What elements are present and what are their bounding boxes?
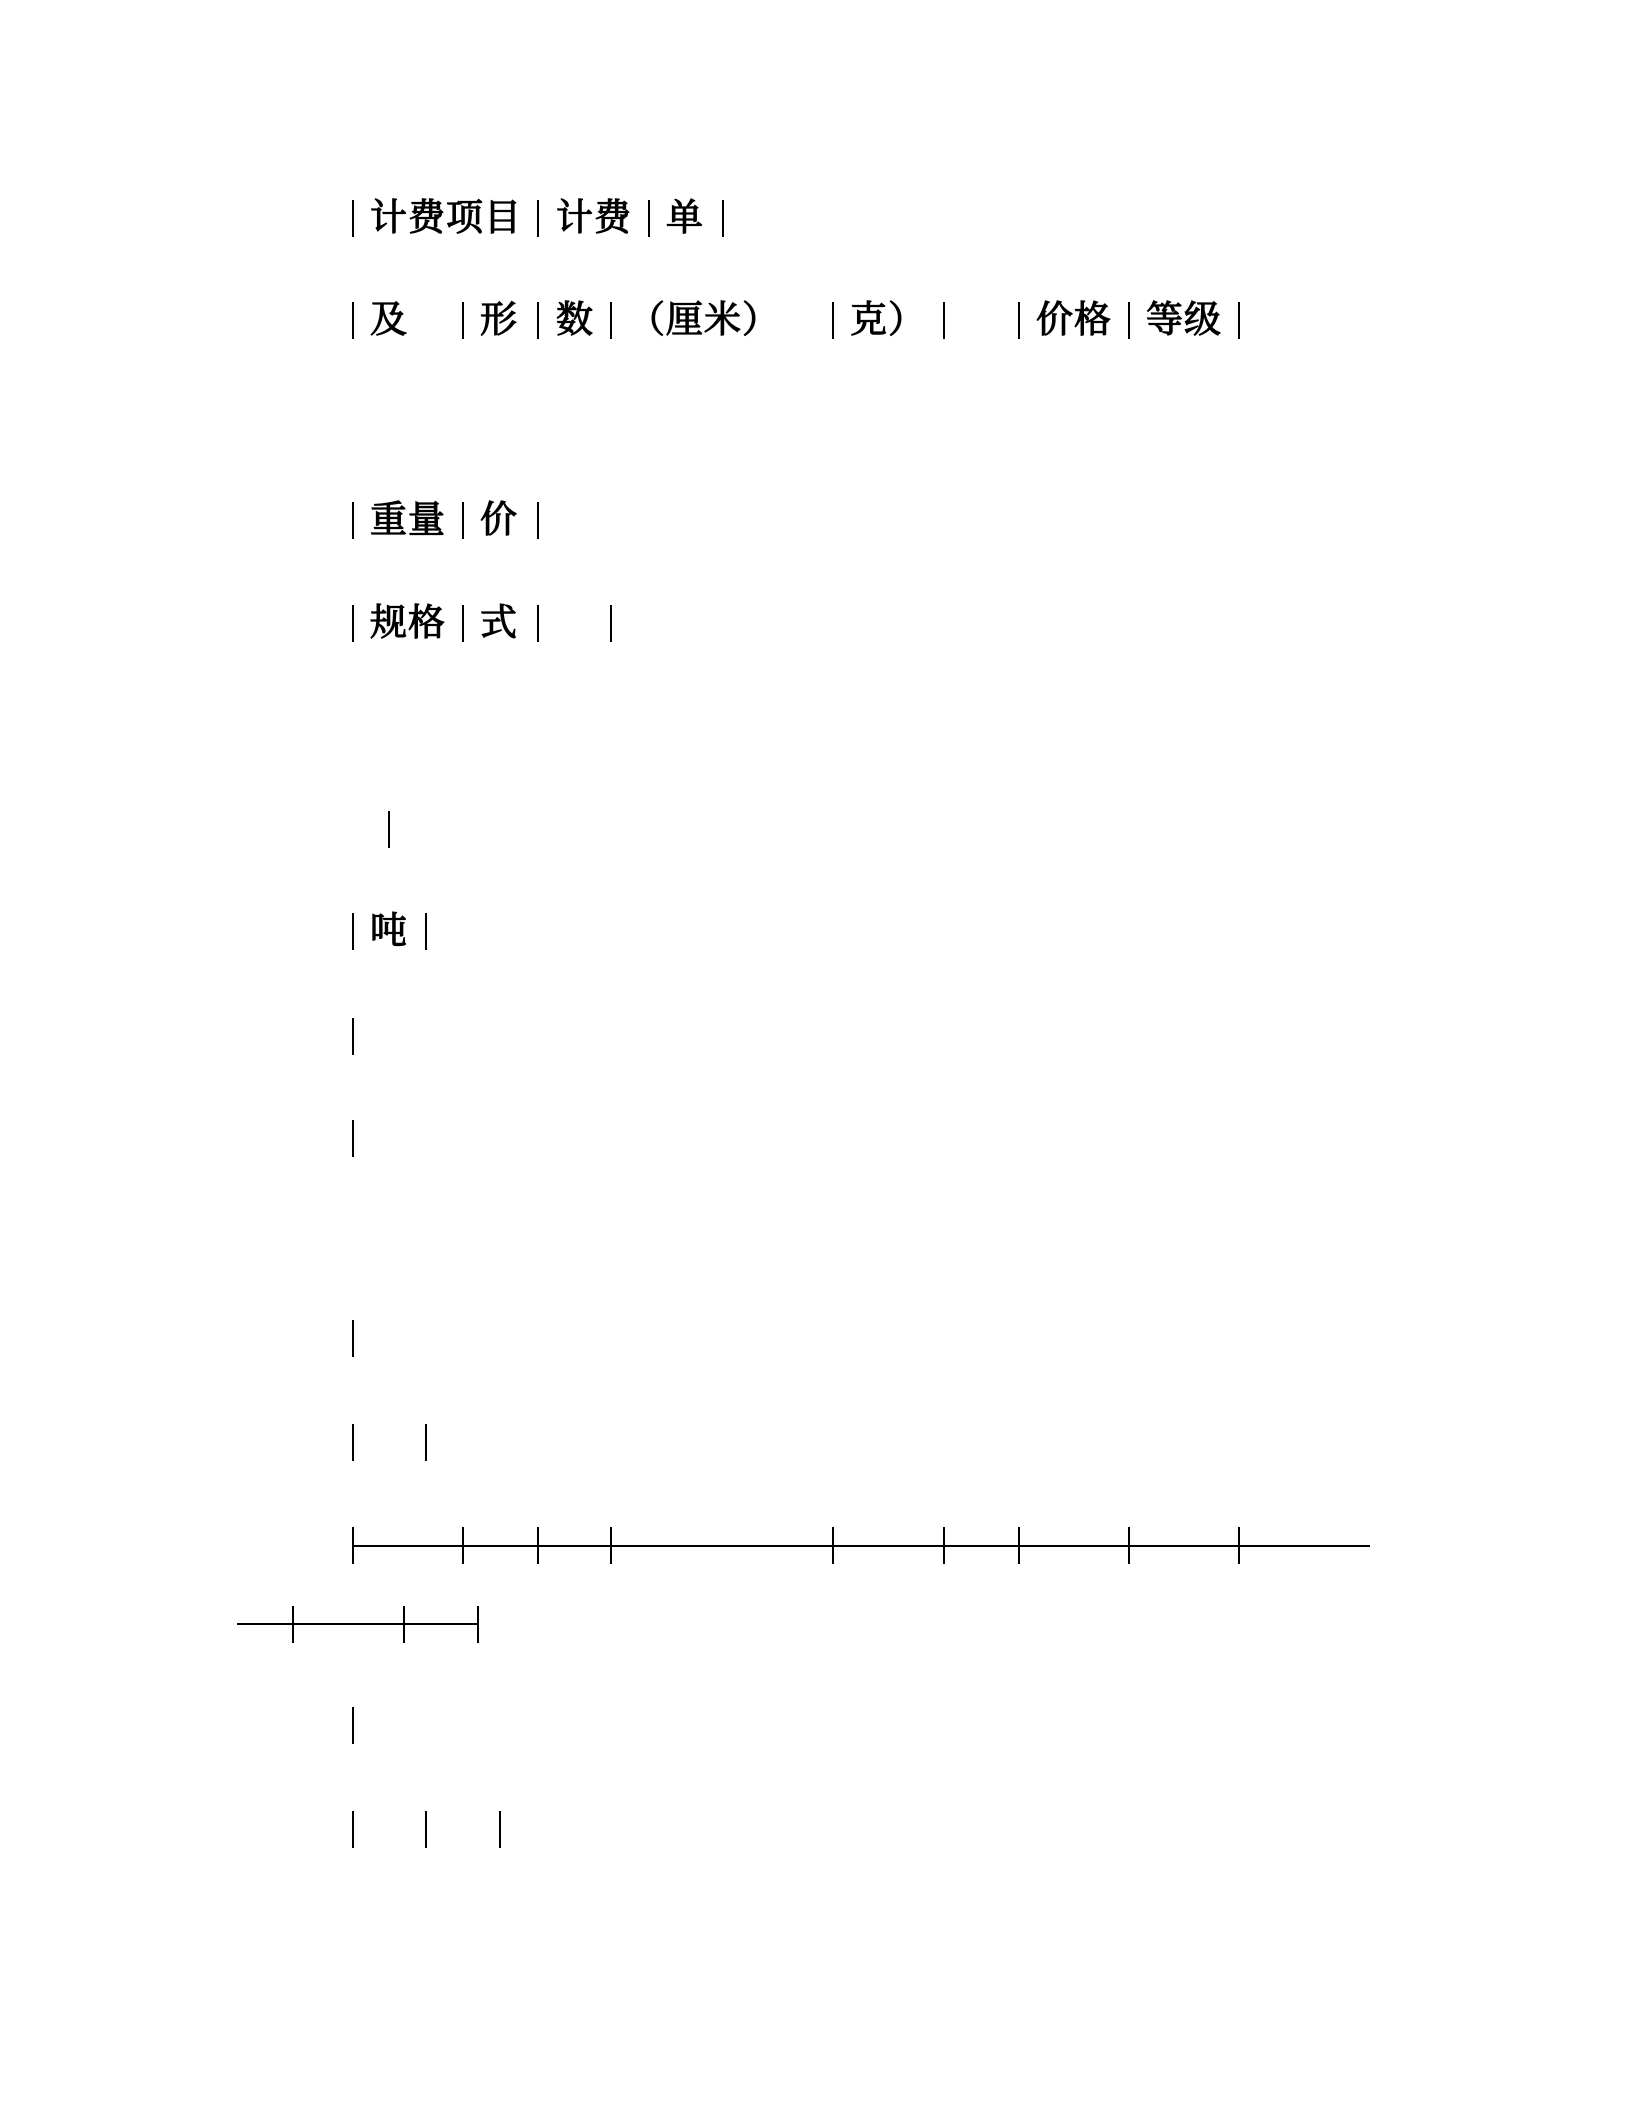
cell-border — [462, 502, 464, 539]
cell-price: 价格 — [1036, 298, 1112, 341]
cell-shape: 形 — [480, 298, 518, 341]
cell-count: 数 — [556, 298, 594, 341]
cell-border — [352, 605, 354, 642]
cell-border — [1128, 1527, 1130, 1564]
cell-border — [537, 1527, 539, 1564]
cell-border — [425, 1424, 427, 1461]
cell-grade: 等级 — [1146, 298, 1222, 341]
cell-border — [388, 811, 390, 848]
cell-centimeter: （厘米） — [628, 298, 780, 341]
cell-border — [537, 200, 539, 237]
cell-border — [403, 1606, 405, 1643]
cell-border — [943, 302, 945, 339]
cell-and: 及 — [370, 298, 408, 341]
cell-border — [1238, 302, 1240, 339]
horizontal-rule — [237, 1623, 477, 1625]
cell-unit: 单 — [666, 196, 704, 239]
cell-border — [352, 1424, 354, 1461]
cell-border — [352, 1018, 354, 1055]
cell-border — [352, 200, 354, 237]
cell-border — [610, 1527, 612, 1564]
cell-border — [1018, 302, 1020, 339]
cell-border — [537, 605, 539, 642]
cell-border — [477, 1606, 479, 1643]
cell-border — [352, 502, 354, 539]
cell-border — [832, 1527, 834, 1564]
cell-border — [352, 1120, 354, 1157]
cell-border — [425, 913, 427, 950]
cell-border — [1238, 1527, 1240, 1564]
cell-border — [943, 1527, 945, 1564]
cell-border — [352, 302, 354, 339]
cell-gram: 克） — [850, 298, 926, 341]
cell-border — [1018, 1527, 1020, 1564]
cell-border — [352, 1811, 354, 1848]
cell-border — [462, 605, 464, 642]
cell-border — [722, 200, 724, 237]
cell-border — [462, 1527, 464, 1564]
cell-border — [537, 302, 539, 339]
cell-billing: 计费 — [556, 196, 632, 239]
cell-border — [648, 200, 650, 237]
cell-border — [462, 302, 464, 339]
cell-border — [499, 1811, 501, 1848]
cell-border — [352, 913, 354, 950]
cell-style: 式 — [480, 601, 518, 644]
cell-border — [537, 502, 539, 539]
cell-spec: 规格 — [370, 601, 446, 644]
cell-border — [292, 1606, 294, 1643]
horizontal-rule — [352, 1545, 1370, 1547]
cell-billing-item: 计费项目 — [370, 196, 522, 239]
cell-ton: 吨 — [370, 909, 408, 952]
cell-border — [1128, 302, 1130, 339]
cell-border — [425, 1811, 427, 1848]
cell-border — [610, 605, 612, 642]
cell-border — [352, 1707, 354, 1744]
cell-price-short: 价 — [480, 498, 518, 541]
cell-border — [610, 302, 612, 339]
cell-border — [352, 1527, 354, 1564]
cell-border — [352, 1320, 354, 1357]
cell-border — [832, 302, 834, 339]
cell-weight: 重量 — [370, 498, 446, 541]
